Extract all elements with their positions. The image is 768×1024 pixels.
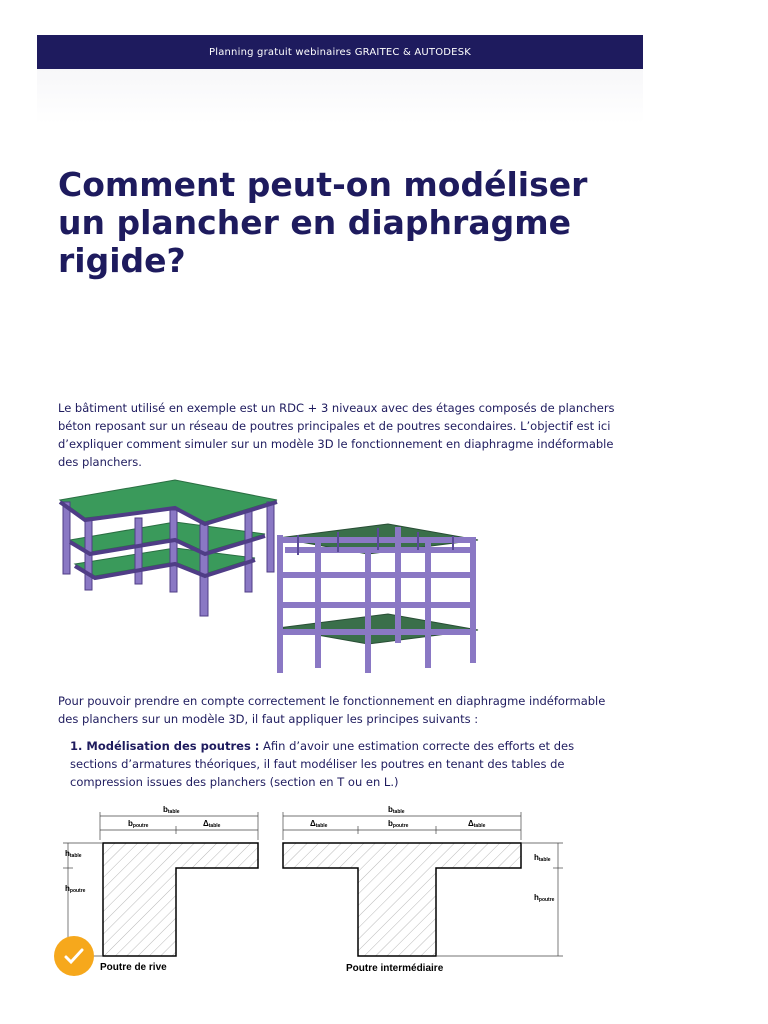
check-hand-icon[interactable] xyxy=(54,936,94,976)
check-icon xyxy=(62,944,86,968)
l-section-caption: Poutre de rive xyxy=(100,962,167,973)
page-title: Comment peut-on modéliser un plancher en diaphragme rigide? xyxy=(58,165,588,280)
l-label-h-poutre: hpoutre xyxy=(65,884,86,894)
list-item-text: Afin d’avoir une estimation correcte des efforts et des sections d’armatures théoriques, il faut modéliser les poutres en tenant des tables de compression issues des planchers (section en T ou en L.) xyxy=(70,739,575,789)
l-label-delta-table: Δtable xyxy=(203,819,221,829)
list-item-heading: 1. Modélisation des poutres : xyxy=(70,739,260,753)
t-label-delta-left: Δtable xyxy=(310,819,328,829)
t-section-caption: Poutre intermédiaire xyxy=(346,963,444,974)
intro-paragraph: Le bâtiment utilisé en exemple est un RDC + 3 niveaux avec des étages composés de planchers béton reposant sur un réseau de poutres principales et de poutres secondaires. L’objectif est ici d’expliquer comment simuler sur un modèle 3D le fonctionnement en diaphragme indéformable des planchers. xyxy=(58,401,615,469)
t-label-delta-right: Δtable xyxy=(468,819,486,829)
header-banner xyxy=(37,35,643,69)
t-section-shape xyxy=(283,843,521,956)
banner-shadow xyxy=(37,69,643,124)
banner-text: Planning gratuit webinaires GRAITEC & AUTODESK xyxy=(208,46,472,58)
l-label-b-table: btable xyxy=(163,805,180,815)
l-label-b-poutre: bpoutre xyxy=(128,819,149,829)
t-label-h-table: htable xyxy=(534,853,551,863)
building-3d-image-left xyxy=(55,478,285,618)
beam-sections-diagram xyxy=(58,798,568,988)
l-label-h-table: htable xyxy=(65,849,82,859)
t-label-h-poutre: hpoutre xyxy=(534,893,555,903)
t-label-b-table: btable xyxy=(388,805,405,815)
l-section-shape xyxy=(103,843,258,956)
building-3d-image-right xyxy=(268,520,483,675)
t-label-b-poutre: bpoutre xyxy=(388,819,409,829)
list-item-beams xyxy=(70,737,590,791)
principles-paragraph: Pour pouvoir prendre en compte correctement le fonctionnement en diaphragme indéformable des planchers sur un modèle 3D, il faut appliquer les principes suivants : xyxy=(58,694,606,726)
